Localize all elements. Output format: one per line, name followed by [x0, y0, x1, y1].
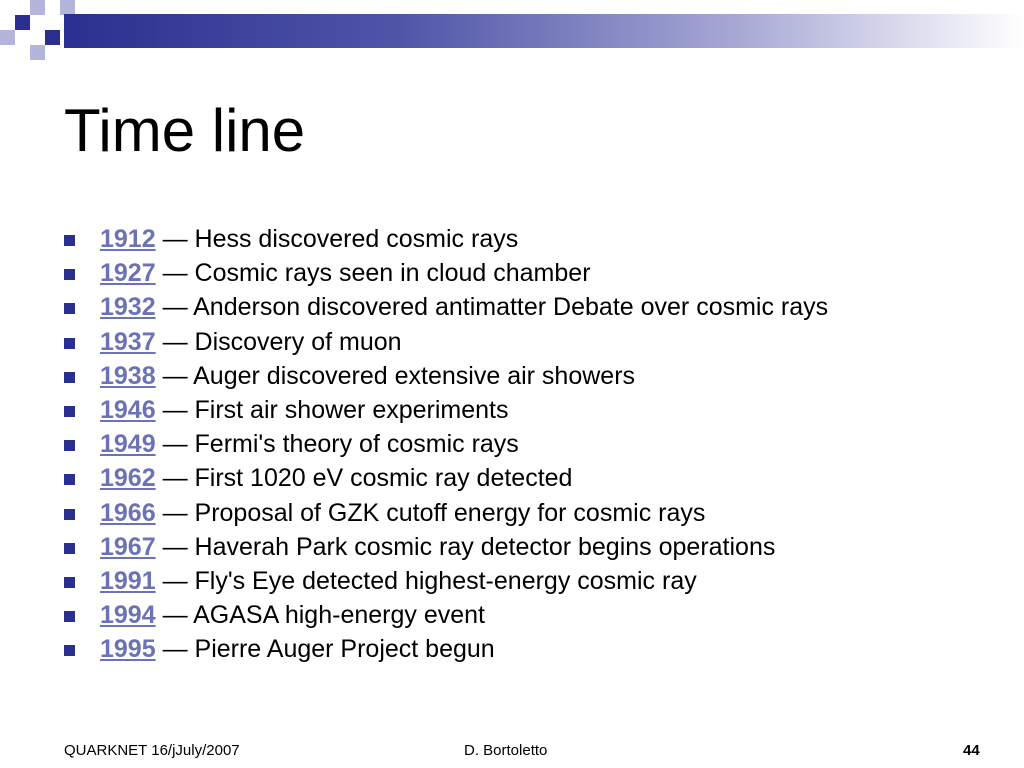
event-description: — Discovery of muon: [155, 327, 402, 356]
list-item-text: [100, 530, 775, 564]
year-link[interactable]: 1995: [100, 635, 156, 664]
square-bullet-icon: [64, 474, 75, 485]
year-link[interactable]: 1927: [100, 259, 156, 288]
list-item-text: [100, 461, 572, 495]
corner-square: [15, 15, 30, 30]
event-description: — Cosmic rays seen in cloud chamber: [155, 259, 591, 288]
year-link[interactable]: 1932: [100, 293, 156, 322]
event-description: — First 1020 eV cosmic ray detected: [155, 464, 573, 493]
square-bullet-icon: [64, 509, 75, 520]
corner-square: [60, 0, 75, 15]
square-bullet-icon: [64, 577, 75, 588]
corner-square: [30, 45, 45, 60]
event-description: — Fly's Eye detected highest-energy cosmic ray: [155, 566, 697, 595]
list-item-text: [100, 359, 635, 393]
square-bullet-icon: [64, 338, 75, 349]
year-link[interactable]: 1912: [100, 225, 156, 253]
square-bullet-icon: [64, 235, 75, 246]
year-link[interactable]: 1994: [100, 601, 156, 630]
event-description: — Fermi's theory of cosmic rays: [155, 430, 519, 459]
corner-square: [45, 30, 60, 45]
list-item-text: [100, 325, 402, 359]
year-link[interactable]: 1967: [100, 532, 156, 561]
list-item-text: [100, 290, 828, 324]
event-description: — AGASA high-energy event: [155, 601, 485, 630]
year-link[interactable]: 1938: [100, 361, 156, 390]
event-description: — First air shower experiments: [155, 395, 509, 424]
list-item-text: [100, 256, 591, 290]
square-bullet-icon: [64, 645, 75, 656]
square-bullet-icon: [64, 269, 75, 280]
footer-event-date: QUARKNET 16/jJuly/2007: [64, 742, 240, 759]
list-item-text: [100, 496, 705, 530]
page-title: Time line: [64, 97, 306, 164]
event-description: — Haverah Park cosmic ray detector begins operations: [155, 532, 776, 561]
square-bullet-icon: [64, 406, 75, 417]
year-link[interactable]: 1962: [100, 464, 156, 493]
list-item-text: [100, 598, 485, 632]
year-link[interactable]: 1946: [100, 395, 156, 424]
header-gradient-bar: [64, 14, 1024, 48]
square-bullet-icon: [64, 303, 75, 314]
list-item-text: [100, 222, 518, 256]
year-link[interactable]: 1949: [100, 430, 156, 459]
square-bullet-icon: [64, 440, 75, 451]
corner-square: [30, 0, 45, 15]
corner-square: [0, 30, 15, 45]
list-item-text: [100, 564, 697, 598]
event-description: — Anderson discovered antimatter Debate over cosmic rays: [155, 293, 829, 322]
square-bullet-icon: [64, 543, 75, 554]
event-description: — Hess discovered cosmic rays: [155, 225, 519, 253]
event-description: — Proposal of GZK cutoff energy for cosmic rays: [155, 498, 706, 527]
square-bullet-icon: [64, 372, 75, 383]
list-item-text: [100, 427, 519, 461]
year-link[interactable]: 1937: [100, 327, 156, 356]
event-description: — Pierre Auger Project begun: [155, 635, 495, 664]
footer-author: D. Bortoletto: [464, 742, 548, 759]
year-link[interactable]: 1991: [100, 566, 156, 595]
year-link[interactable]: 1966: [100, 498, 156, 527]
page-number: 44: [963, 742, 980, 759]
list-item-text: [100, 632, 495, 666]
event-description: — Auger discovered extensive air showers: [155, 361, 636, 390]
square-bullet-icon: [64, 611, 75, 622]
list-item-text: [100, 393, 509, 427]
